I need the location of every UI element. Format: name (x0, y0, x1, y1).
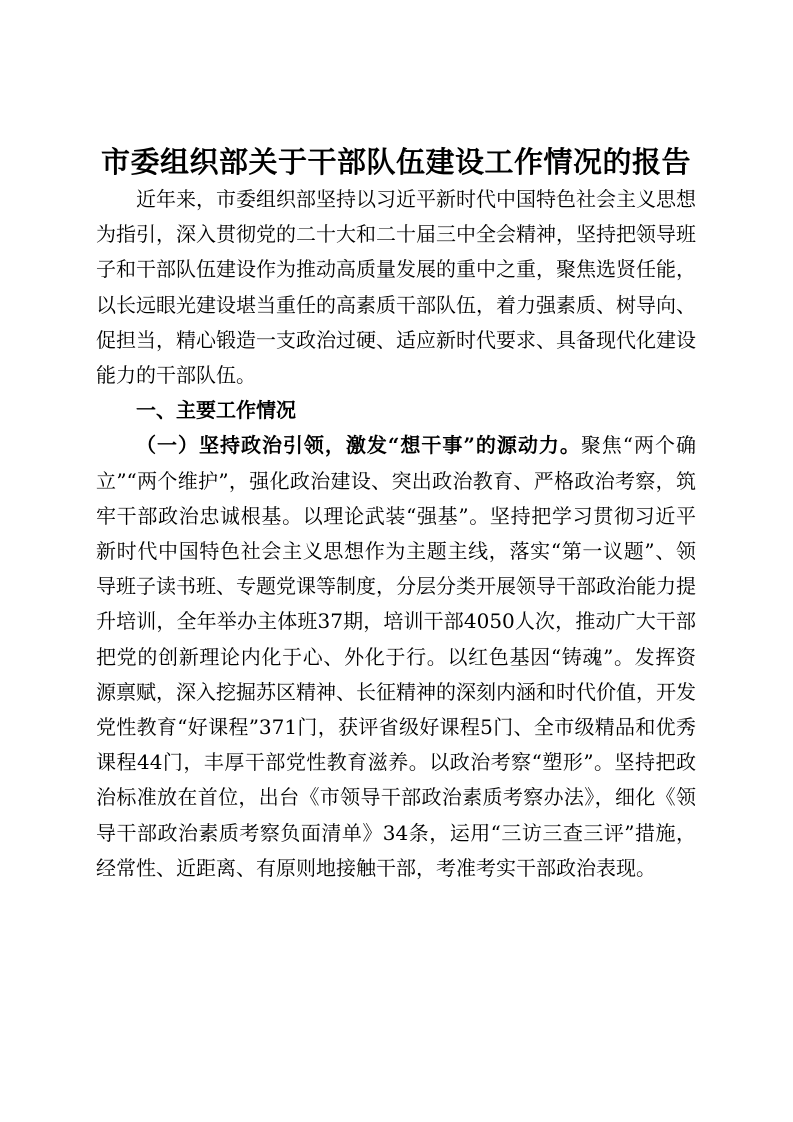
subsection-body: 聚焦“两个确立”“两个维护”，强化政治建设、突出政治教育、严格政治考察，筑牢干部政治忠诚根基。以理论武装“强基”。坚持把学习贯彻习近平新时代中国特色社会主义思想作为主题主线，落实“第一议题”、领导班子读书班、专题党课等制度，分层分类开展领导干部政治能力提升培训，全年举办主体班37期，培训干部4050人次，推动广大干部把党的创新理论内化于心、外化于行。以红色基因“铸魂”。发挥资源禀赋，深入挖掘苏区精神、长征精神的深刻内涵和时代价值，开发党性教育“好课程”371门，获评省级好课程5门、全市级精品和优秀课程44门，丰厚干部党性教育滋养。以政治考察“塑形”。坚持把政治标准放在首位，出台《市领导干部政治素质考察办法》，细化《领导干部政治素质考察负面清单》34条，运用“三访三查三评”措施，经常性、近距离、有原则地接触干部，考准考实干部政治表现。 (96, 433, 696, 880)
document-body (96, 182, 696, 886)
subsection-heading: （一）坚持政治引领，激发“想干事”的源动力。 (136, 433, 581, 458)
intro-paragraph: 近年来，市委组织部坚持以习近平新时代中国特色社会主义思想为指引，深入贯彻党的二十大和二十届三中全会精神，坚持把领导班子和干部队伍建设作为推动高质量发展的重中之重，聚焦选贤任能，以长远眼光建设堪当重任的高素质干部队伍，着力强素质、树导向、促担当，精心锻造一支政治过硬、适应新时代要求、具备现代化建设能力的干部队伍。 (96, 187, 696, 388)
subsection-paragraph (96, 428, 696, 886)
section-heading: 一、主要工作情况 (136, 398, 296, 423)
document-title: 市委组织部关于干部队伍建设工作情况的报告 (100, 145, 691, 179)
